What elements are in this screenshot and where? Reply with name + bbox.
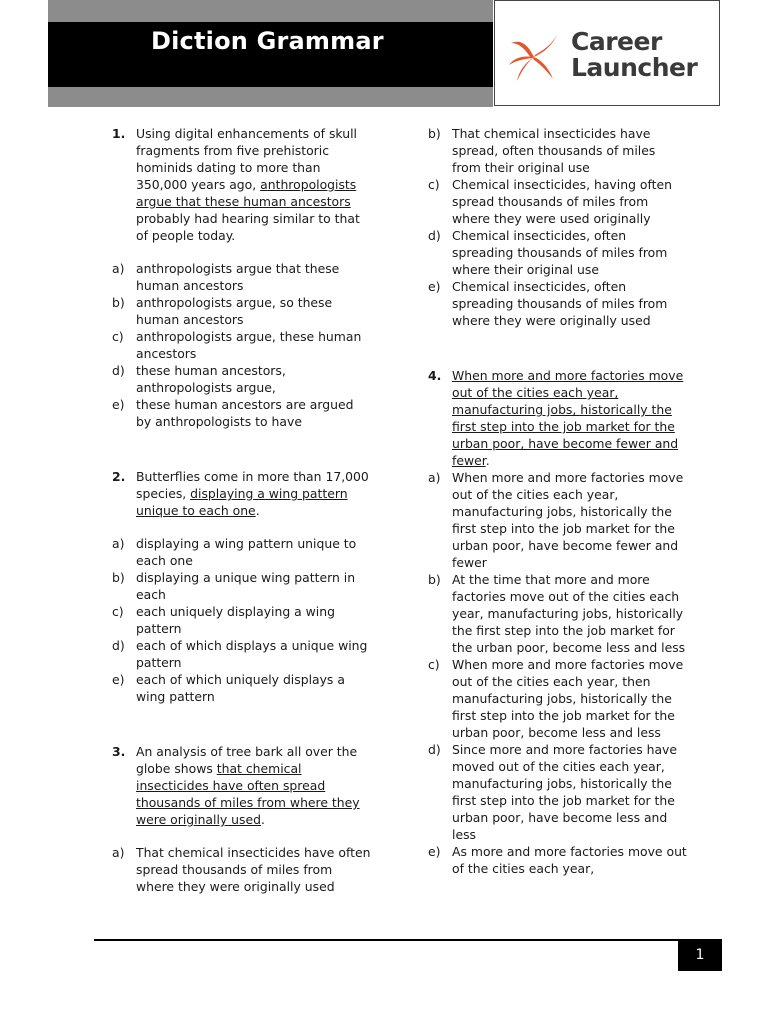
question-number: 4. (428, 368, 442, 383)
option-a[interactable]: a) When more and more factories move out of the cities each year, manufacturing jobs, historically the first step into the job market for the urban poor, have become fewer and fewer (428, 470, 684, 570)
question-4 (428, 367, 688, 469)
option-c[interactable]: c) each uniquely displaying a wing pattern (112, 604, 335, 636)
header-band-bottom (48, 87, 493, 107)
question-stem: An analysis of tree bark all over the globe shows that chemical insecticides have often spread thousands of miles from where they were originally used. (136, 744, 360, 827)
right-column (428, 125, 688, 877)
option-d[interactable]: d) each of which displays a unique wing pattern (112, 638, 368, 670)
option-e[interactable]: e) each of which uniquely displays a wing pattern (112, 672, 345, 704)
option-b[interactable]: b) That chemical insecticides have spread, often thousands of miles from their original use (428, 126, 656, 175)
option-e[interactable]: e) these human ancestors are argued by anthropologists to have (112, 397, 354, 429)
option-b[interactable]: b) At the time that more and more factories move out of the cities each year, manufacturing jobs, historically the first step into the job market for the urban poor, become less and less (428, 572, 686, 655)
question-2 (112, 468, 372, 519)
question-number: 1. (112, 126, 126, 141)
question-3 (112, 743, 372, 828)
question-stem: Butterflies come in more than 17,000 species, displaying a wing pattern unique to each one. (136, 469, 369, 518)
option-b[interactable]: b) anthropologists argue, so these human ancestors (112, 295, 333, 327)
option-a[interactable]: a) displaying a wing pattern unique to each one (112, 536, 357, 568)
left-column (112, 125, 372, 895)
logo-wordmark (571, 29, 697, 81)
logo-line1: Career (571, 27, 662, 56)
swirl-logo-icon (507, 31, 559, 83)
header-band-top (48, 0, 493, 22)
question-stem: When more and more factories move out of the cities each year, manufacturing jobs, historically the first step into the job market for the urban poor, have become fewer and fewer. (452, 368, 684, 468)
option-c[interactable]: c) When more and more factories move out of the cities each year, then manufacturing jobs, historically the first step into the job market for the urban poor, become less and less (428, 657, 684, 740)
question-1 (112, 125, 372, 244)
underlined-portion: displaying a wing pattern unique to each one (136, 486, 348, 518)
option-e[interactable]: e) As more and more factories move out of the cities each year, (428, 844, 687, 876)
option-b[interactable]: b) displaying a unique wing pattern in each (112, 570, 356, 602)
underlined-portion: When more and more factories move out of the cities each year, manufacturing jobs, historically the first step into the job market for the urban poor, have become fewer and fewer (452, 368, 684, 468)
option-a[interactable]: a) That chemical insecticides have often spread thousands of miles from where they were originally used (112, 845, 371, 894)
question-number: 3. (112, 744, 126, 759)
option-c[interactable]: c) Chemical insecticides, having often spread thousands of miles from where they were used originally (428, 177, 672, 226)
page-title: Diction Grammar (151, 27, 384, 55)
option-d[interactable]: d) these human ancestors, anthropologists argue, (112, 363, 286, 395)
underlined-portion: anthropologists argue that these human ancestors (136, 177, 357, 209)
logo-line2: Launcher (571, 53, 698, 82)
question-number: 2. (112, 469, 126, 484)
option-a[interactable]: a) anthropologists argue that these human ancestors (112, 261, 340, 293)
option-d[interactable]: d) Since more and more factories have moved out of the cities each year, manufacturing jobs, historically the first step into the job market for the urban poor, have become less and less (428, 742, 678, 842)
option-d[interactable]: d) Chemical insecticides, often spreading thousands of miles from where their original use (428, 228, 668, 277)
footer-rule (94, 939, 722, 941)
question-stem: Using digital enhancements of skull fragments from five prehistoric hominids dating to more than 350,000 years ago, anthropologists argue that these human ancestors probably had hearing similar to that of people today. (136, 126, 360, 243)
logo (494, 0, 720, 106)
option-c[interactable]: c) anthropologists argue, these human ancestors (112, 329, 362, 361)
underlined-portion: that chemical insecticides have often spread thousands of miles from where they were originally used (136, 761, 360, 827)
option-e[interactable]: e) Chemical insecticides, often spreading thousands of miles from where they were originally used (428, 279, 668, 328)
page-number: 1 (678, 940, 722, 971)
